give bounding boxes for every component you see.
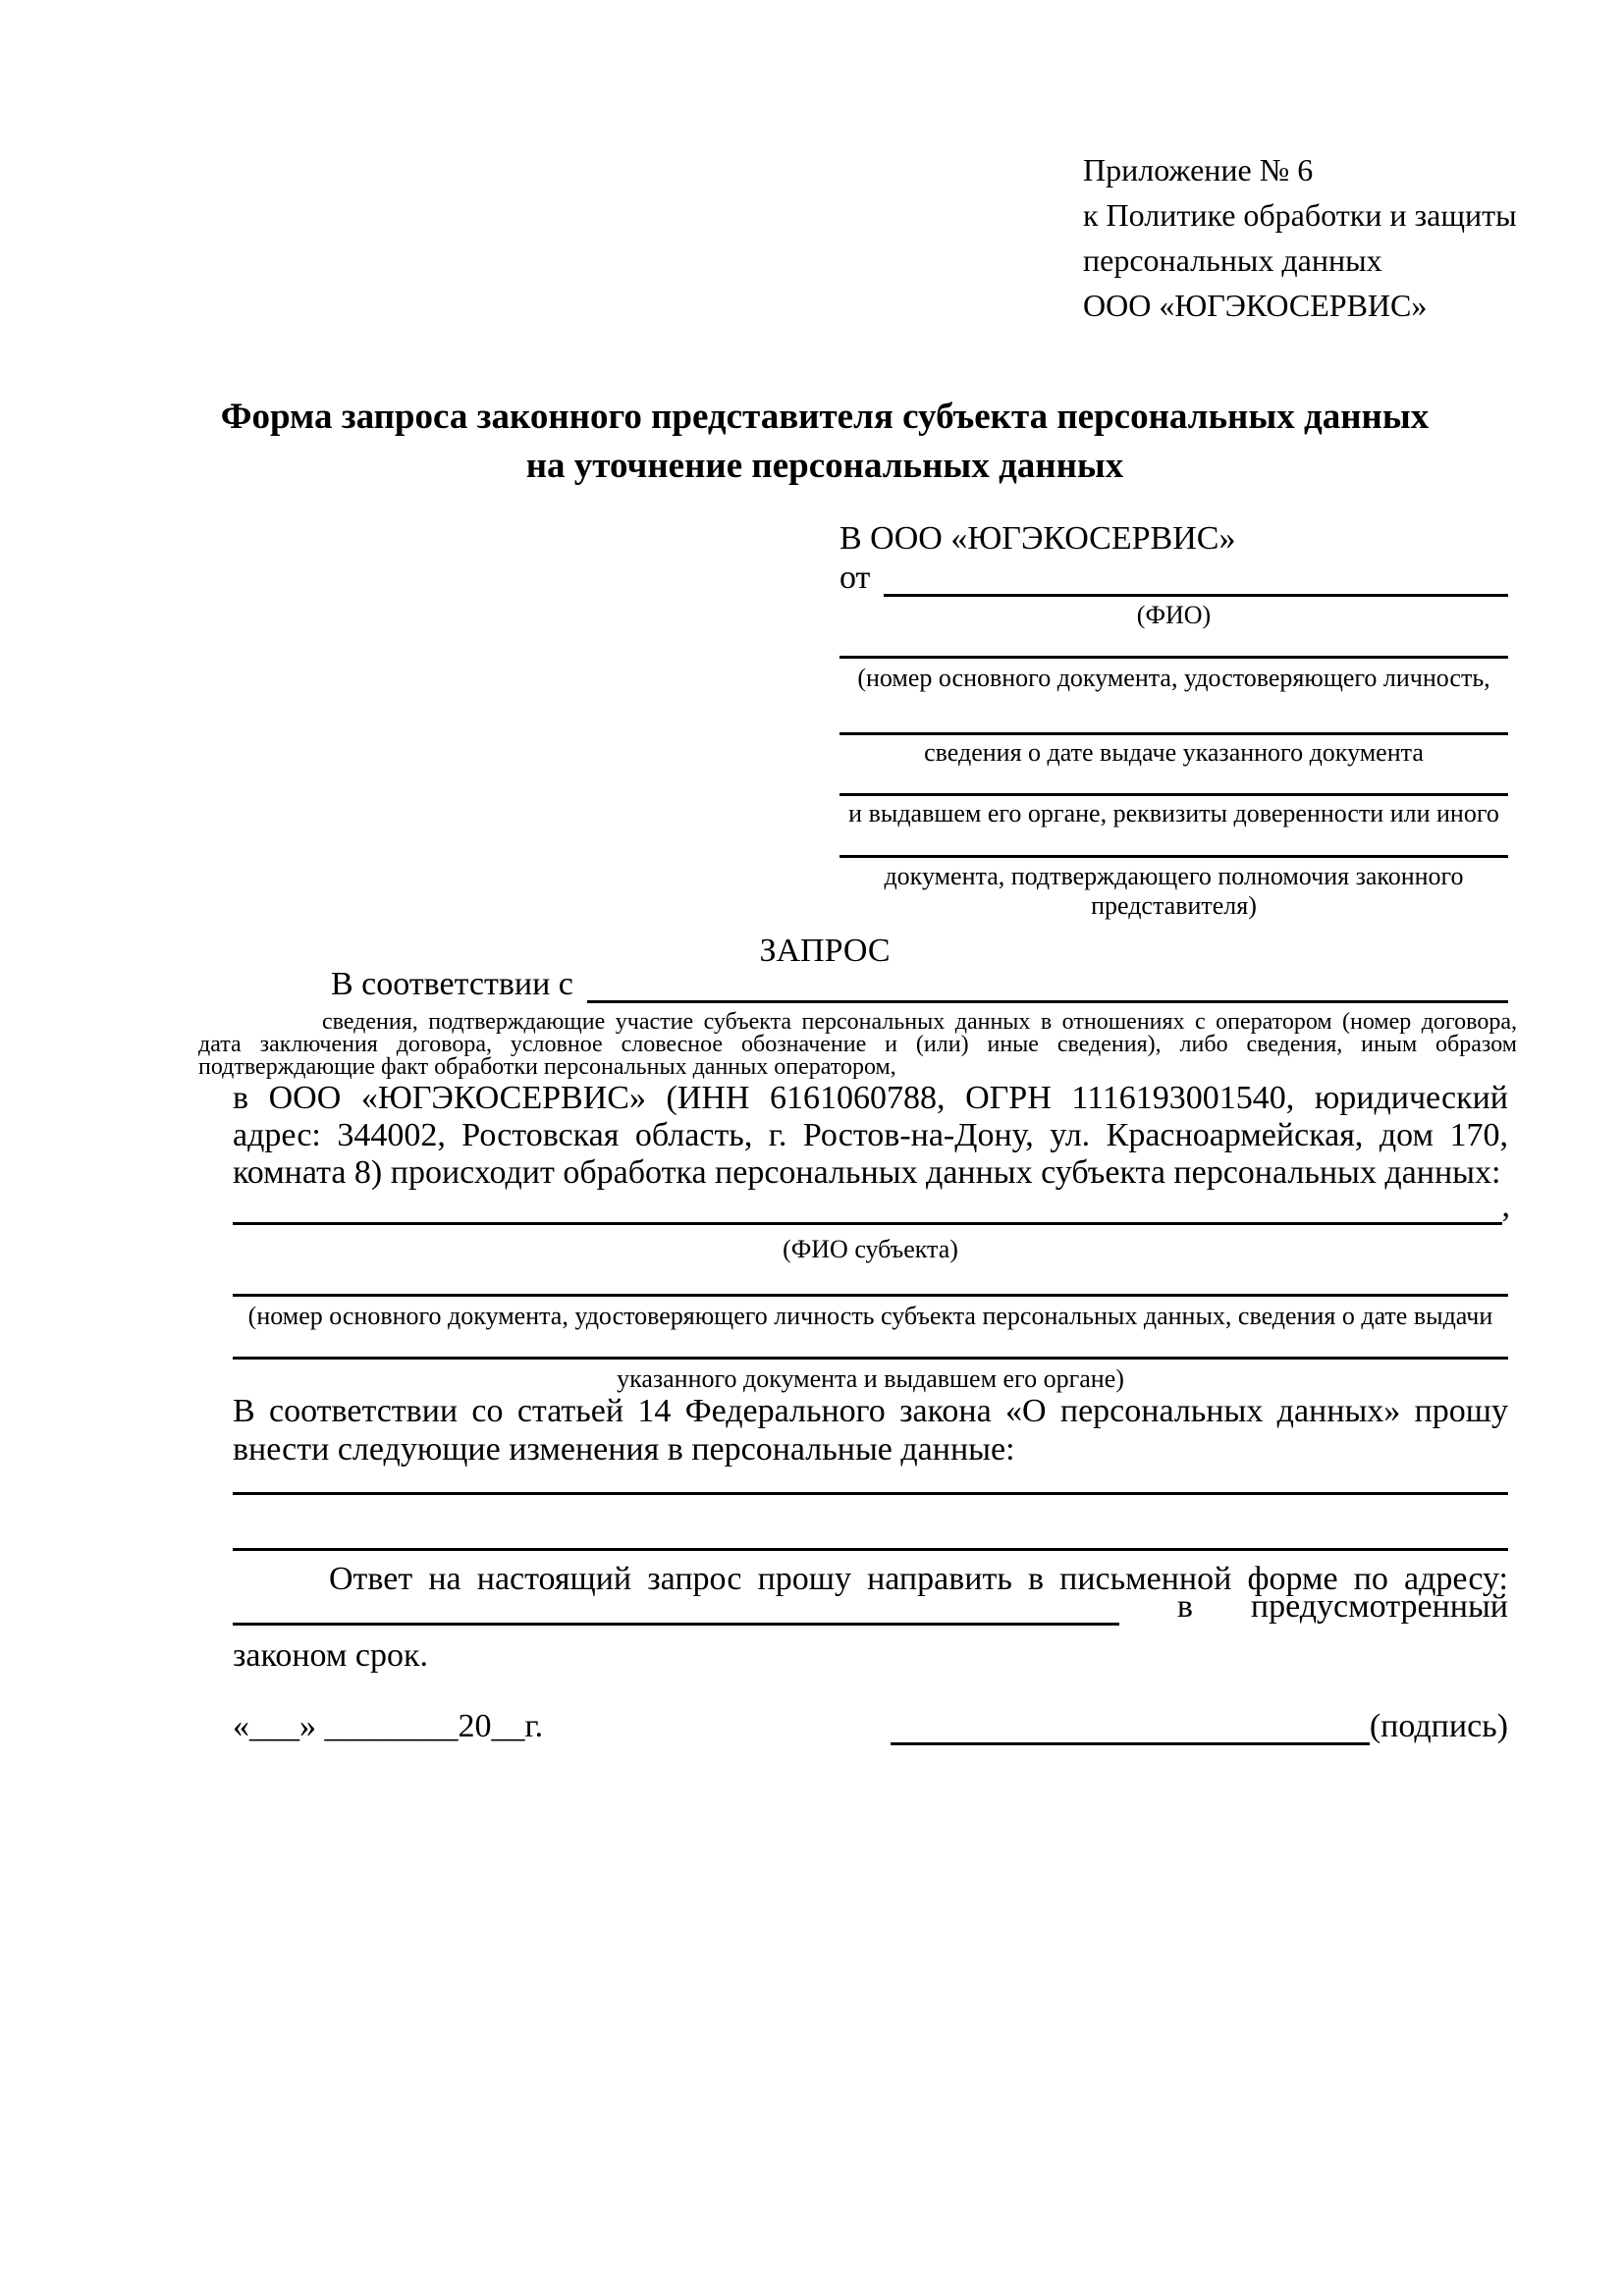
subject-comma: , (1501, 1188, 1510, 1224)
subject-doc-fill-line (233, 1262, 1508, 1297)
caption-issuer: и выдавшем его органе, реквизиты доверенности или иного (848, 799, 1499, 828)
caption-authority: документа, подтверждающего полномочия законного представителя) (884, 862, 1464, 920)
accordance-row (233, 966, 1508, 1003)
from-label: от (839, 560, 871, 596)
caption-subject-doc-2: указанного документа и выдавшем его органе) (617, 1364, 1124, 1393)
address-fill-line (233, 1595, 1119, 1626)
from-fill-line (884, 564, 1508, 597)
changes-fill-line-2 (233, 1509, 1508, 1551)
caption-fio: (ФИО) (1136, 601, 1212, 629)
appendix-note (1083, 147, 1517, 328)
document-title: Форма запроса законного представителя субъекта персональных данных на уточнение персональных данных (220, 397, 1430, 486)
signature-group (891, 1708, 1508, 1745)
subject-fio-row (233, 1188, 1510, 1225)
caption-subject-doc: (номер основного документа, удостоверяющего личность субъекта персональных данных, сведения о дате выдачи (247, 1302, 1493, 1330)
reply-end: законом срок. (233, 1637, 428, 1674)
reply-address-row (233, 1588, 1508, 1626)
appendix-line-1: Приложение № 6 (1083, 152, 1314, 187)
caption-subject-fio: (ФИО субъекта) (783, 1235, 958, 1263)
fill-line-issue-date (839, 701, 1508, 735)
appendix-line-4: ООО «ЮГЭКОСЕРВИС» (1083, 288, 1428, 323)
accordance-fill-line (587, 971, 1508, 1003)
fine-print: сведения, подтверждающие участие субъекта персональных данных в отношениях с оператором (номер договора, дата заключения договора, условное словесное обозначение и (или) иные сведения), либо сведения, иным образом подтверждающие факт обработки персональных данных оператором, (198, 1009, 1517, 1080)
date-signature-row (233, 1708, 1508, 1745)
addressee-organization: В ООО «ЮГЭКОСЕРВИС» (839, 520, 1236, 557)
subject-doc-fill-line-2 (233, 1327, 1508, 1360)
date-line: «___» ________20__г. (233, 1708, 544, 1744)
request-heading: ЗАПРОС (759, 933, 891, 969)
accordance-lead: В соответствии с (331, 966, 573, 1002)
fill-line-doc-number (839, 630, 1508, 659)
appendix-line-3: персональных данных (1083, 242, 1382, 278)
article-paragraph: В соответствии со статьей 14 Федерального закона «О персональных данных» прошу внести следующие изменения в персональные данные: (233, 1393, 1508, 1468)
caption-issue-date: сведения о дате выдаче указанного документа (924, 738, 1424, 767)
fill-line-issuer (839, 768, 1508, 796)
subject-fill-line (233, 1193, 1502, 1225)
appendix-line-2: к Политике обработки и защиты (1083, 197, 1517, 233)
operator-paragraph: в ООО «ЮГЭКОСЕРВИС» (ИНН 6161060788, ОГРН 1116193001540, юридический адрес: 344002, Ростовская область, г. Ростов-на-Дону, ул. Красноармейская, дом 170, комната 8) происходит обработка персональных данных субъекта персональных данных: (233, 1080, 1508, 1191)
from-row (839, 560, 1508, 597)
reply-word-v: в (1176, 1588, 1193, 1625)
signature-caption: (подпись) (1369, 1708, 1508, 1744)
fill-line-authority (839, 828, 1508, 858)
reply-word-tail: предусмотренный (1250, 1588, 1508, 1625)
changes-fill-line-1 (233, 1453, 1508, 1495)
signature-fill-line (891, 1713, 1370, 1745)
reply-lead: Ответ на настоящий запрос прошу направить в письменной форме по адресу: (329, 1561, 1508, 1597)
addressee-block (839, 520, 1508, 920)
caption-doc-number: (номер основного документа, удостоверяющего личность, (857, 664, 1490, 692)
